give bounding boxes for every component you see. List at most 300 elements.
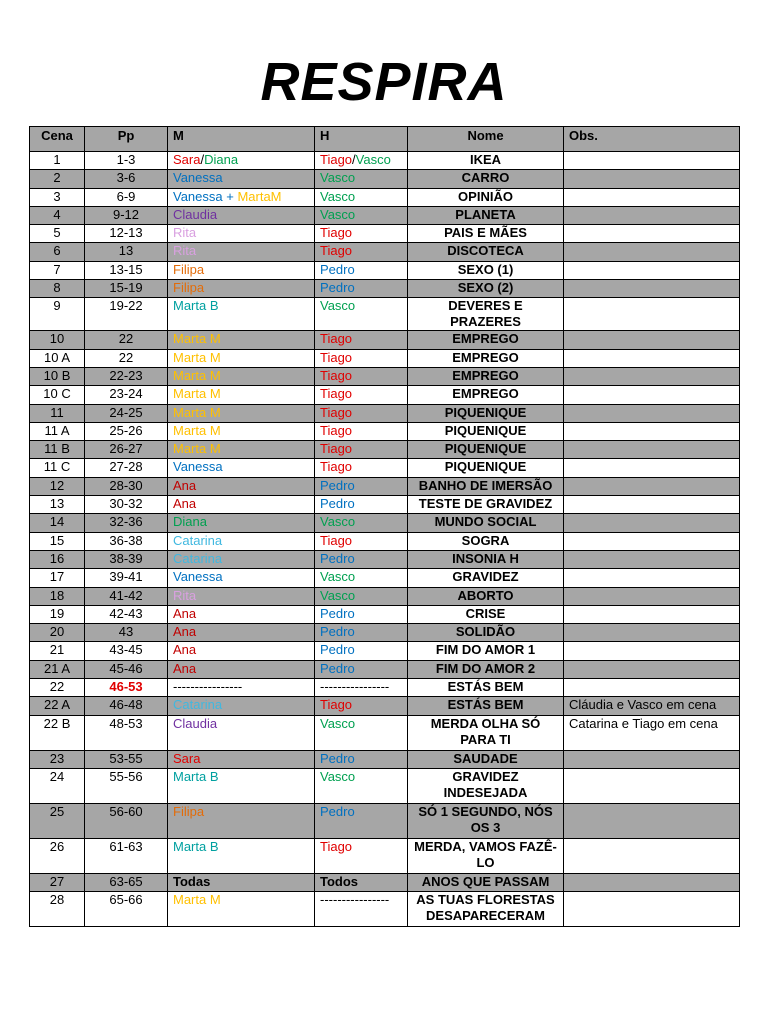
cell-cena: [30, 170, 85, 188]
cell-nome: [408, 514, 564, 532]
cell-m: [168, 587, 315, 605]
cell-cena: [30, 873, 85, 891]
cell-pp: [85, 768, 168, 803]
cell-m: [168, 838, 315, 873]
cell-obs: [564, 206, 740, 224]
cell-cena: [30, 697, 85, 715]
cell-obs: [564, 188, 740, 206]
cell-m: [168, 367, 315, 385]
pp-value: 46-48: [109, 697, 143, 713]
cell-h: [315, 550, 408, 568]
m-name: Todas: [173, 873, 211, 889]
cell-nome: [408, 550, 564, 568]
h-name: Pedro: [320, 750, 355, 766]
pp-value: 9-12: [112, 206, 140, 222]
cena-value: 8: [53, 280, 61, 296]
cell-obs: [564, 873, 740, 891]
nome-value: SEXO (2): [457, 280, 514, 296]
table-header-row: [30, 127, 740, 152]
cell-cena: [30, 404, 85, 422]
cell-obs: [564, 404, 740, 422]
cell-pp: [85, 386, 168, 404]
cena-value: 14: [49, 514, 65, 530]
cena-value: 16: [49, 550, 65, 566]
header-cena: Cena: [30, 127, 85, 152]
cell-nome: [408, 152, 564, 170]
cell-obs: [564, 679, 740, 697]
cell-cena: [30, 532, 85, 550]
cell-cena: [30, 550, 85, 568]
cell-cena: [30, 477, 85, 495]
cena-value: 28: [49, 892, 65, 908]
nome-value: SOLIDÃO: [455, 624, 516, 640]
cell-pp: [85, 587, 168, 605]
cell-nome: [408, 261, 564, 279]
cena-value: 13: [49, 496, 65, 512]
cell-obs: [564, 803, 740, 838]
nome-value: IKEA: [469, 152, 502, 167]
m-name: Diana: [173, 514, 207, 530]
cell-obs: [564, 243, 740, 261]
cell-obs: [564, 624, 740, 642]
cell-obs: [564, 892, 740, 927]
cell-nome: [408, 715, 564, 750]
cena-value: 20: [49, 624, 65, 640]
nome-value: ESTÁS BEM: [447, 697, 524, 713]
cell-nome: [408, 532, 564, 550]
scene-table: [29, 126, 740, 927]
cell-obs: [564, 225, 740, 243]
cell-nome: [408, 838, 564, 873]
cell-h: [315, 750, 408, 768]
obs-value: Cláudia e Vasco em cena: [569, 697, 717, 713]
cell-h: [315, 477, 408, 495]
cell-cena: [30, 715, 85, 750]
cell-h: [315, 873, 408, 891]
table-row: [30, 838, 740, 873]
table-row: [30, 803, 740, 838]
cell-cena: [30, 188, 85, 206]
cena-value: 15: [49, 532, 65, 548]
cena-value: 22 A: [43, 697, 71, 713]
cell-m: [168, 697, 315, 715]
cell-pp: [85, 660, 168, 678]
pp-value: 25-26: [109, 422, 143, 438]
cell-nome: [408, 892, 564, 927]
h-name: Pedro: [320, 660, 355, 676]
cell-cena: [30, 660, 85, 678]
h-name: Vasco: [320, 587, 356, 603]
table-row: [30, 206, 740, 224]
cell-nome: [408, 873, 564, 891]
cell-pp: [85, 331, 168, 349]
pp-value: 1-3: [116, 152, 136, 167]
m-name: MartaM: [237, 188, 282, 204]
cell-h: [315, 206, 408, 224]
pp-value: 24-25: [109, 404, 143, 420]
cell-pp: [85, 642, 168, 660]
h-name: Pedro: [320, 803, 355, 819]
nome-value: DISCOTECA: [447, 243, 524, 259]
pp-value: 42-43: [109, 605, 143, 621]
cell-pp: [85, 298, 168, 331]
cell-pp: [85, 873, 168, 891]
header-m: M: [168, 127, 315, 152]
cell-pp: [85, 441, 168, 459]
table-row: [30, 477, 740, 495]
cell-h: [315, 280, 408, 298]
m-name: Ana: [173, 642, 197, 658]
pp-value: 19-22: [109, 298, 143, 314]
cell-nome: [408, 367, 564, 385]
pp-value: 12-13: [109, 225, 143, 241]
cell-m: [168, 605, 315, 623]
cell-h: [315, 660, 408, 678]
pp-value: 39-41: [109, 569, 143, 585]
h-name: Vasco: [355, 152, 391, 167]
cena-value: 12: [49, 477, 65, 493]
cell-m: [168, 386, 315, 404]
pp-value: 61-63: [109, 838, 143, 854]
cell-nome: [408, 206, 564, 224]
pp-value: 43-45: [109, 642, 143, 658]
cell-nome: [408, 679, 564, 697]
cell-pp: [85, 624, 168, 642]
cell-cena: [30, 679, 85, 697]
h-name: Pedro: [320, 550, 355, 566]
m-name: /: [200, 152, 205, 167]
nome-value: TESTE DE GRAVIDEZ: [418, 496, 553, 512]
h-name: Tiago: [320, 367, 353, 383]
cell-pp: [85, 532, 168, 550]
h-name: Tiago: [320, 225, 353, 241]
m-name: Marta M: [173, 404, 221, 420]
h-name: Tiago: [320, 459, 353, 475]
cell-m: [168, 152, 315, 170]
cell-h: [315, 587, 408, 605]
cell-cena: [30, 331, 85, 349]
cell-nome: [408, 642, 564, 660]
cell-m: [168, 550, 315, 568]
cena-value: 22 B: [43, 715, 71, 731]
cell-cena: [30, 298, 85, 331]
cell-h: [315, 697, 408, 715]
table-row: [30, 514, 740, 532]
cell-obs: [564, 152, 740, 170]
cena-value: 2: [53, 170, 61, 186]
h-name: Tiago: [320, 697, 353, 713]
cell-nome: [408, 243, 564, 261]
cell-obs: [564, 642, 740, 660]
cell-nome: [408, 170, 564, 188]
m-name: Marta M: [173, 331, 221, 347]
h-name: Todos: [320, 873, 359, 889]
h-name: Tiago: [320, 838, 353, 854]
cell-cena: [30, 367, 85, 385]
cell-obs: [564, 386, 740, 404]
cell-m: [168, 750, 315, 768]
pp-value: 15-19: [109, 280, 143, 296]
cell-nome: [408, 569, 564, 587]
cell-h: [315, 331, 408, 349]
cena-value: 27: [49, 873, 65, 889]
pp-value: 26-27: [109, 441, 143, 457]
cena-value: 22: [49, 679, 65, 695]
cell-nome: [408, 768, 564, 803]
cell-cena: [30, 243, 85, 261]
cell-nome: [408, 225, 564, 243]
m-name: Filipa: [173, 803, 205, 819]
cell-m: [168, 280, 315, 298]
pp-value: 43: [118, 624, 134, 640]
m-name: Rita: [173, 587, 197, 603]
cell-obs: [564, 532, 740, 550]
h-name: Tiago: [320, 441, 353, 457]
m-name: Vanessa: [173, 459, 223, 475]
cell-h: [315, 422, 408, 440]
m-name: Ana: [173, 660, 197, 676]
header-obs: Obs.: [564, 127, 740, 152]
cell-nome: [408, 459, 564, 477]
nome-value: DEVERES E PRAZERES: [448, 298, 523, 330]
obs-value: Catarina e Tiago em cena: [569, 715, 718, 731]
cell-pp: [85, 367, 168, 385]
cell-m: [168, 660, 315, 678]
m-name: Ana: [173, 624, 197, 640]
cell-m: [168, 441, 315, 459]
table-row: [30, 624, 740, 642]
table-row: [30, 679, 740, 697]
cell-pp: [85, 679, 168, 697]
h-name: Vasco: [320, 514, 356, 530]
cell-cena: [30, 349, 85, 367]
cena-value: 19: [49, 605, 65, 621]
cell-nome: [408, 422, 564, 440]
h-name: Pedro: [320, 624, 355, 640]
cell-pp: [85, 514, 168, 532]
cell-h: [315, 838, 408, 873]
cell-cena: [30, 152, 85, 170]
pp-value: 28-30: [109, 477, 143, 493]
header-nome: Nome: [408, 127, 564, 152]
cell-obs: [564, 838, 740, 873]
table-row: [30, 715, 740, 750]
cell-pp: [85, 459, 168, 477]
cell-pp: [85, 496, 168, 514]
nome-value: PLANETA: [455, 206, 516, 222]
m-name: Claudia: [173, 715, 218, 731]
m-name: Sara: [173, 750, 201, 766]
cell-cena: [30, 803, 85, 838]
pp-value: 41-42: [109, 587, 143, 603]
cell-h: [315, 605, 408, 623]
cell-h: [315, 349, 408, 367]
cell-h: [315, 188, 408, 206]
cell-m: [168, 459, 315, 477]
nome-value: EMPREGO: [452, 367, 519, 383]
cell-cena: [30, 261, 85, 279]
nome-value: CARRO: [461, 170, 510, 186]
table-row: [30, 873, 740, 891]
cell-h: [315, 170, 408, 188]
cell-m: [168, 679, 315, 697]
cell-h: [315, 892, 408, 927]
m-name: Marta M: [173, 349, 221, 365]
nome-value: MERDA, VAMOS FAZÊ-LO: [414, 838, 557, 870]
m-name: Ana: [173, 605, 197, 621]
cell-cena: [30, 225, 85, 243]
cell-obs: [564, 367, 740, 385]
m-name: Marta M: [173, 386, 221, 402]
h-name: Tiago: [320, 349, 353, 365]
cell-m: [168, 188, 315, 206]
table-row: [30, 459, 740, 477]
nome-value: PAIS E MÃES: [444, 225, 527, 241]
m-name: ----------------: [173, 679, 243, 695]
cell-nome: [408, 697, 564, 715]
cell-obs: [564, 298, 740, 331]
nome-value: PIQUENIQUE: [444, 422, 527, 438]
h-name: Vasco: [320, 715, 356, 731]
pp-value: 32-36: [109, 514, 143, 530]
m-name: Vanessa +: [173, 188, 238, 204]
cell-h: [315, 569, 408, 587]
cell-m: [168, 170, 315, 188]
pp-value: 6-9: [116, 188, 136, 204]
nome-value: FIM DO AMOR 1: [435, 642, 536, 658]
cell-cena: [30, 587, 85, 605]
cell-m: [168, 298, 315, 331]
table-row: [30, 587, 740, 605]
pp-value: 65-66: [109, 892, 143, 908]
h-name: Vasco: [320, 569, 356, 585]
cell-nome: [408, 280, 564, 298]
cell-obs: [564, 514, 740, 532]
nome-value: SÓ 1 SEGUNDO, NÓS OS 3: [418, 803, 553, 835]
nome-value: ESTÁS BEM: [447, 679, 524, 695]
cell-obs: [564, 459, 740, 477]
cell-cena: [30, 206, 85, 224]
m-name: Marta M: [173, 441, 221, 457]
h-name: ----------------: [320, 892, 390, 908]
cell-h: [315, 715, 408, 750]
m-name: Diana: [204, 152, 239, 167]
cena-value: 23: [49, 750, 65, 766]
h-name: /: [352, 152, 356, 167]
cell-obs: [564, 261, 740, 279]
m-name: Rita: [173, 243, 197, 259]
m-name: Catarina: [173, 532, 223, 548]
table-row: [30, 768, 740, 803]
nome-value: GRAVIDEZ: [452, 569, 519, 585]
h-name: Pedro: [320, 605, 355, 621]
table-row: [30, 225, 740, 243]
cena-value: 3: [53, 188, 61, 204]
cell-cena: [30, 750, 85, 768]
cell-m: [168, 873, 315, 891]
cena-value: 10 A: [43, 349, 71, 365]
cell-cena: [30, 768, 85, 803]
nome-value: PIQUENIQUE: [444, 441, 527, 457]
h-name: Vasco: [320, 206, 356, 222]
cell-pp: [85, 750, 168, 768]
cena-value: 26: [49, 838, 65, 854]
document-title: RESPIRA: [260, 52, 508, 112]
h-name: ----------------: [320, 679, 390, 695]
m-name: Sara: [173, 152, 201, 167]
table-row: [30, 298, 740, 331]
cell-cena: [30, 496, 85, 514]
pp-value: 53-55: [109, 750, 143, 766]
m-name: Ana: [173, 496, 197, 512]
cell-m: [168, 331, 315, 349]
table-row: [30, 349, 740, 367]
m-name: Marta B: [173, 298, 219, 314]
cell-h: [315, 624, 408, 642]
table-row: [30, 569, 740, 587]
pp-value: 46-53: [109, 679, 143, 695]
m-name: Filipa: [173, 261, 205, 277]
pp-value: 22: [118, 349, 134, 365]
table-row: [30, 261, 740, 279]
cena-value: 21 A: [43, 660, 71, 676]
table-row: [30, 386, 740, 404]
nome-value: AS TUAS FLORESTAS DESAPARECERAM: [416, 892, 555, 924]
cell-nome: [408, 750, 564, 768]
h-name: Tiago: [320, 243, 353, 259]
table-row: [30, 422, 740, 440]
h-name: Tiago: [320, 152, 353, 167]
cena-value: 7: [53, 261, 61, 277]
nome-value: SOGRA: [461, 532, 510, 548]
table-row: [30, 404, 740, 422]
cena-value: 1: [53, 152, 61, 167]
cena-value: 25: [49, 803, 65, 819]
cell-nome: [408, 605, 564, 623]
cena-value: 10 B: [43, 367, 71, 383]
nome-value: EMPREGO: [452, 349, 519, 365]
cell-m: [168, 477, 315, 495]
pp-value: 22-23: [109, 367, 143, 383]
m-name: Marta B: [173, 768, 219, 784]
cell-nome: [408, 386, 564, 404]
cell-nome: [408, 496, 564, 514]
cell-obs: [564, 349, 740, 367]
nome-value: MUNDO SOCIAL: [434, 514, 537, 530]
cell-m: [168, 404, 315, 422]
cell-h: [315, 642, 408, 660]
cell-nome: [408, 477, 564, 495]
table-row: [30, 367, 740, 385]
cell-pp: [85, 422, 168, 440]
cell-nome: [408, 404, 564, 422]
cell-m: [168, 642, 315, 660]
cell-pp: [85, 243, 168, 261]
nome-value: SAUDADE: [453, 750, 518, 766]
cell-cena: [30, 642, 85, 660]
nome-value: ANOS QUE PASSAM: [421, 873, 550, 889]
header-pp: Pp: [85, 127, 168, 152]
cena-value: 11 C: [43, 459, 71, 475]
cena-value: 9: [53, 298, 61, 314]
h-name: Vasco: [320, 298, 356, 314]
cell-pp: [85, 838, 168, 873]
cell-obs: [564, 569, 740, 587]
m-name: Catarina: [173, 550, 223, 566]
cell-m: [168, 715, 315, 750]
h-name: Pedro: [320, 477, 355, 493]
h-name: Vasco: [320, 170, 356, 186]
